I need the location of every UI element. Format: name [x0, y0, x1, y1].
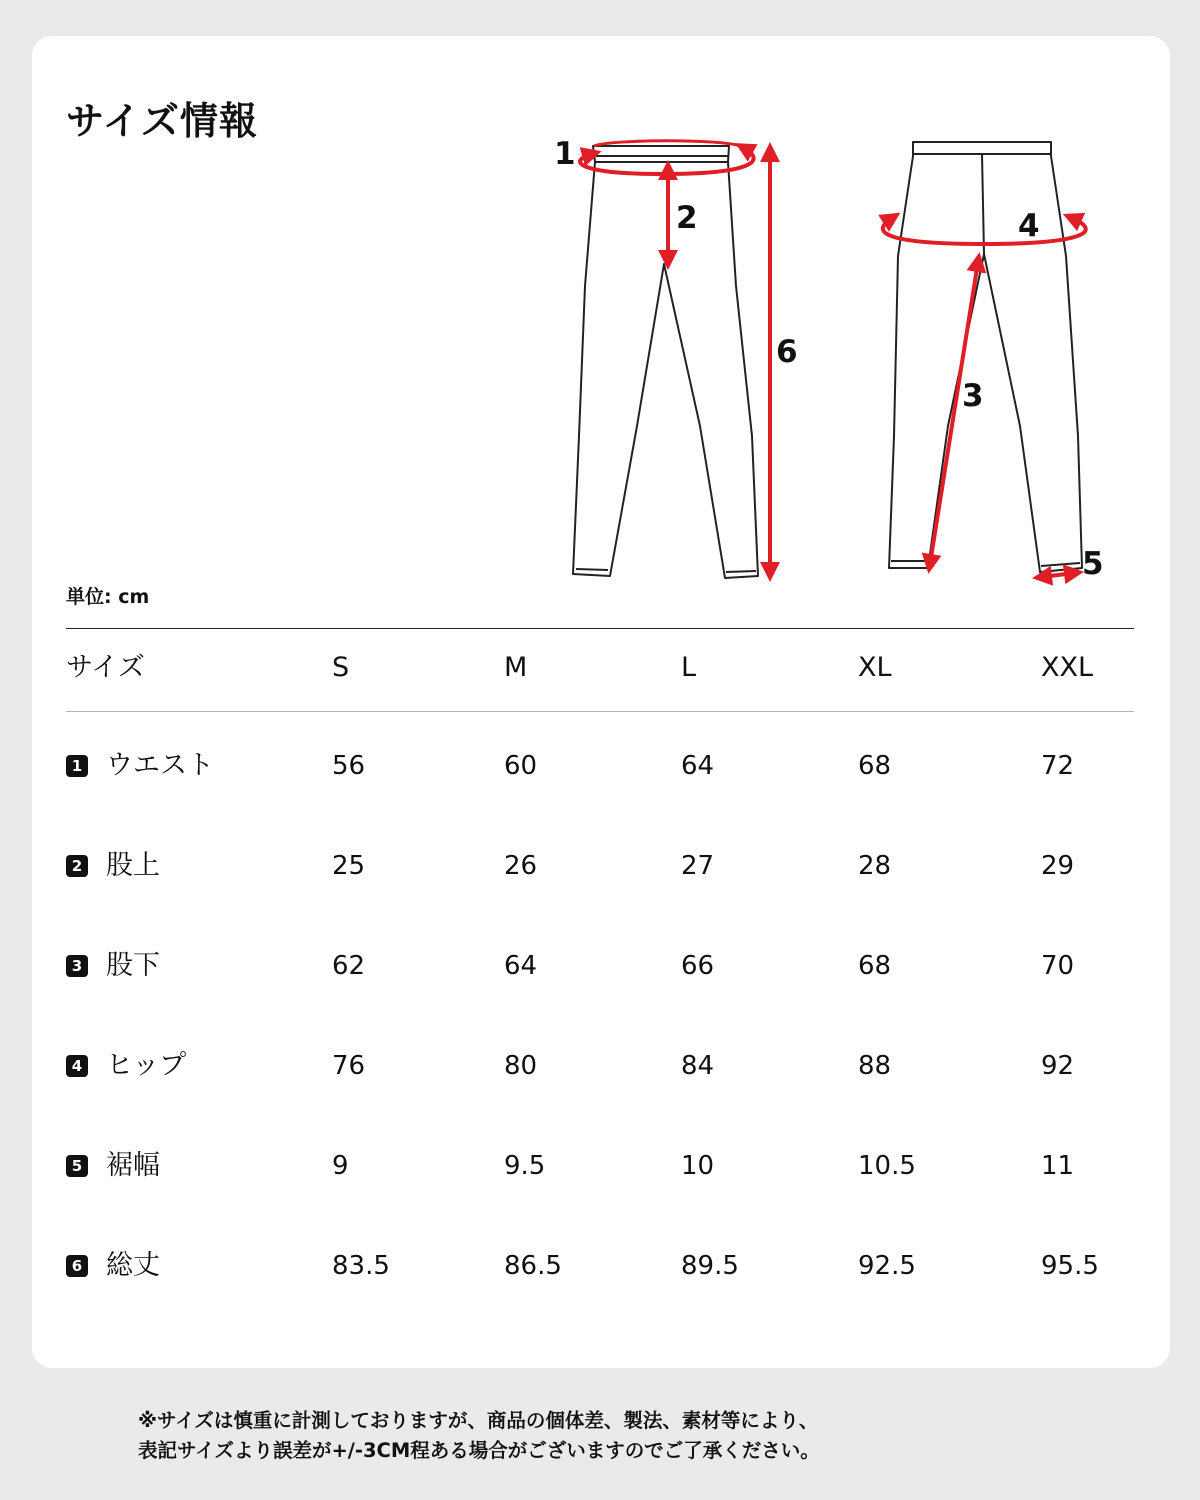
value-cell: 83.5: [332, 1251, 390, 1281]
label-inseam: 3: [962, 378, 984, 414]
value-cell: 10: [681, 1151, 715, 1181]
label-waist: 1: [554, 136, 576, 172]
value-cell: 27: [681, 851, 715, 881]
value-cell: 60: [504, 751, 538, 781]
value-cell: 89.5: [681, 1251, 739, 1281]
table-row-hem: [66, 1146, 1134, 1186]
header-size-xl: XL: [858, 652, 892, 683]
header-size-xxl: XXL: [1041, 652, 1094, 683]
value-cell: 56: [332, 751, 366, 781]
value-cell: 66: [681, 951, 715, 981]
row-number-badge: 2: [66, 855, 88, 877]
value-cell: 72: [1041, 751, 1075, 781]
label-length: 6: [776, 334, 798, 370]
value-cell: 95.5: [1041, 1251, 1099, 1281]
page-title: サイズ情報: [66, 99, 258, 143]
row-label: 総丈: [106, 1250, 160, 1281]
value-cell: 64: [504, 951, 538, 981]
row-label: 股下: [106, 950, 160, 981]
value-cell: 62: [332, 951, 366, 981]
disclaimer-note: [138, 1406, 820, 1466]
header-size-s: S: [332, 652, 350, 683]
value-cell: 68: [858, 751, 892, 781]
value-cell: 9.5: [504, 1151, 546, 1181]
value-cell: 29: [1041, 851, 1075, 881]
table-row-waist: [66, 746, 1134, 786]
row-number-badge: 4: [66, 1055, 88, 1077]
value-cell: 86.5: [504, 1251, 562, 1281]
disclaimer-line-2: 表記サイズより誤差が+/-3CM程ある場合がございますのでご了承ください。: [138, 1439, 820, 1462]
front-pants-outline: [573, 146, 758, 578]
header-label: サイズ: [66, 652, 145, 683]
header-size-l: L: [681, 652, 697, 683]
table-row-length: [66, 1246, 1134, 1286]
label-hip: 4: [1018, 208, 1040, 244]
back-pants-outline: [889, 142, 1082, 572]
value-cell: 11: [1041, 1151, 1075, 1181]
row-label: 裾幅: [106, 1150, 160, 1181]
size-card: [32, 36, 1170, 1368]
unit-label: 単位: cm: [66, 586, 150, 608]
table-row-hip: [66, 1046, 1134, 1086]
row-number-badge: 3: [66, 955, 88, 977]
value-cell: 70: [1041, 951, 1075, 981]
value-cell: 76: [332, 1051, 366, 1081]
header-size-m: M: [504, 652, 528, 683]
value-cell: 84: [681, 1051, 715, 1081]
value-cell: 10.5: [858, 1151, 916, 1181]
value-cell: 26: [504, 851, 538, 881]
label-hem: 5: [1082, 546, 1104, 582]
pants-diagram: [32, 36, 1170, 596]
value-cell: 68: [858, 951, 892, 981]
table-header: [66, 648, 1134, 688]
row-number-badge: 6: [66, 1255, 88, 1277]
value-cell: 92.5: [858, 1251, 916, 1281]
value-cell: 64: [681, 751, 715, 781]
value-cell: 92: [1041, 1051, 1075, 1081]
table-row-rise: [66, 846, 1134, 886]
row-label: ヒップ: [106, 1050, 187, 1081]
row-label: ウエスト: [106, 750, 214, 781]
table-header-rule: [66, 711, 1134, 712]
row-number-badge: 5: [66, 1155, 88, 1177]
label-rise: 2: [676, 200, 698, 236]
value-cell: 9: [332, 1151, 349, 1181]
value-cell: 80: [504, 1051, 538, 1081]
disclaimer-line-1: ※サイズは慎重に計測しておりますが、商品の個体差、製法、素材等により、: [138, 1409, 819, 1432]
value-cell: 28: [858, 851, 892, 881]
value-cell: 25: [332, 851, 366, 881]
table-row-inseam: [66, 946, 1134, 986]
row-number-badge: 1: [66, 755, 88, 777]
value-cell: 88: [858, 1051, 892, 1081]
hem-measure: [1042, 573, 1074, 577]
row-label: 股上: [106, 850, 160, 881]
table-top-rule: [66, 628, 1134, 629]
